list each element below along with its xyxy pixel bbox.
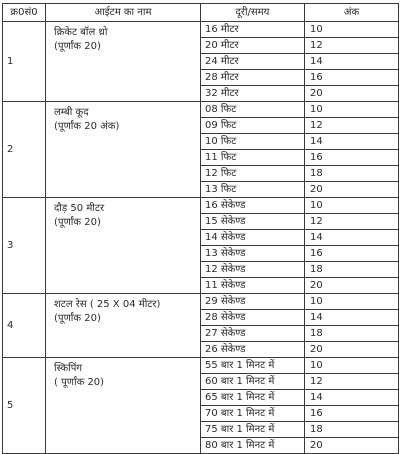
marks-cell: 12 bbox=[305, 374, 399, 390]
item-name-line: लम्बी कूद bbox=[54, 107, 89, 118]
marks-table-document bbox=[2, 3, 398, 451]
distance-time-cell: 12 सेकेण्ड bbox=[201, 262, 305, 278]
marks-cell: 14 bbox=[305, 310, 399, 326]
item-name-line: ( पूर्णांक 20) bbox=[54, 377, 105, 388]
marks-cell: 14 bbox=[305, 54, 399, 70]
serial-number-cell: 4 bbox=[3, 294, 46, 358]
distance-time-cell: 27 सेकेण्ड bbox=[201, 326, 305, 342]
distance-time-cell: 24 मीटर bbox=[201, 54, 305, 70]
marks-cell: 16 bbox=[305, 150, 399, 166]
table-row bbox=[3, 22, 399, 38]
distance-time-cell: 13 फिट bbox=[201, 182, 305, 198]
marks-cell: 10 bbox=[305, 358, 399, 374]
marks-cell: 20 bbox=[305, 278, 399, 294]
item-name-line: स्किपिंग bbox=[54, 363, 83, 374]
item-name-cell bbox=[46, 358, 201, 454]
distance-time-cell: 60 बार 1 मिनट में bbox=[201, 374, 305, 390]
distance-time-cell: 26 सेकेण्ड bbox=[201, 342, 305, 358]
marks-cell: 10 bbox=[305, 198, 399, 214]
item-name-line: (पूर्णांक 20) bbox=[54, 41, 101, 52]
table-body bbox=[3, 22, 399, 454]
item-name-line: क्रिकेट बॉल थ्रो bbox=[54, 27, 108, 38]
marks-cell: 20 bbox=[305, 342, 399, 358]
marks-cell: 20 bbox=[305, 438, 399, 454]
table-row bbox=[3, 294, 399, 310]
header-row bbox=[3, 4, 399, 22]
item-name-cell bbox=[46, 22, 201, 102]
distance-time-cell: 28 सेकेण्ड bbox=[201, 310, 305, 326]
serial-number-cell: 2 bbox=[3, 102, 46, 198]
distance-time-cell: 09 फिट bbox=[201, 118, 305, 134]
header-item-name: आईटम का नाम bbox=[46, 4, 201, 22]
header-distance-time: दूरी/समय bbox=[201, 4, 305, 22]
item-name-line: दौड़ 50 मीटर bbox=[54, 203, 105, 214]
marks-table bbox=[2, 3, 399, 454]
item-name-cell bbox=[46, 294, 201, 358]
distance-time-cell: 70 बार 1 मिनट में bbox=[201, 406, 305, 422]
table-row bbox=[3, 102, 399, 118]
marks-cell: 18 bbox=[305, 262, 399, 278]
marks-cell: 12 bbox=[305, 118, 399, 134]
marks-cell: 14 bbox=[305, 230, 399, 246]
item-name-line: शटल रेस ( 25 X 04 मीटर) bbox=[54, 299, 161, 310]
distance-time-cell: 16 मीटर bbox=[201, 22, 305, 38]
distance-time-cell: 32 मीटर bbox=[201, 86, 305, 102]
header-marks: अंक bbox=[305, 4, 399, 22]
marks-cell: 20 bbox=[305, 182, 399, 198]
marks-cell: 14 bbox=[305, 390, 399, 406]
distance-time-cell: 65 बार 1 मिनट में bbox=[201, 390, 305, 406]
marks-cell: 16 bbox=[305, 246, 399, 262]
distance-time-cell: 80 बार 1 मिनट में bbox=[201, 438, 305, 454]
marks-cell: 18 bbox=[305, 422, 399, 438]
marks-cell: 10 bbox=[305, 294, 399, 310]
distance-time-cell: 16 सेकेण्ड bbox=[201, 198, 305, 214]
item-name-cell bbox=[46, 102, 201, 198]
distance-time-cell: 55 बार 1 मिनट में bbox=[201, 358, 305, 374]
item-name-line: (पूर्णांक 20 अंक) bbox=[54, 121, 120, 132]
distance-time-cell: 20 मीटर bbox=[201, 38, 305, 54]
serial-number-cell: 3 bbox=[3, 198, 46, 294]
distance-time-cell: 14 सेकेण्ड bbox=[201, 230, 305, 246]
distance-time-cell: 10 फिट bbox=[201, 134, 305, 150]
item-name-cell bbox=[46, 198, 201, 294]
marks-cell: 16 bbox=[305, 70, 399, 86]
distance-time-cell: 13 सेकेण्ड bbox=[201, 246, 305, 262]
serial-number-cell: 1 bbox=[3, 22, 46, 102]
distance-time-cell: 11 फिट bbox=[201, 150, 305, 166]
marks-cell: 10 bbox=[305, 22, 399, 38]
marks-cell: 12 bbox=[305, 38, 399, 54]
table-row bbox=[3, 358, 399, 374]
serial-number-cell: 5 bbox=[3, 358, 46, 454]
marks-cell: 16 bbox=[305, 406, 399, 422]
distance-time-cell: 11 सेकेण्ड bbox=[201, 278, 305, 294]
distance-time-cell: 75 बार 1 मिनट में bbox=[201, 422, 305, 438]
marks-cell: 10 bbox=[305, 102, 399, 118]
marks-cell: 18 bbox=[305, 166, 399, 182]
header-serial-number: क्र0सं0 bbox=[3, 4, 46, 22]
item-name-line: (पूर्णांक 20) bbox=[54, 313, 101, 324]
distance-time-cell: 12 फिट bbox=[201, 166, 305, 182]
distance-time-cell: 29 सेकेण्ड bbox=[201, 294, 305, 310]
marks-cell: 12 bbox=[305, 214, 399, 230]
marks-cell: 14 bbox=[305, 134, 399, 150]
item-name-line: (पूर्णांक 20) bbox=[54, 217, 101, 228]
marks-cell: 18 bbox=[305, 326, 399, 342]
distance-time-cell: 28 मीटर bbox=[201, 70, 305, 86]
distance-time-cell: 15 सेकेण्ड bbox=[201, 214, 305, 230]
distance-time-cell: 08 फिट bbox=[201, 102, 305, 118]
table-row bbox=[3, 198, 399, 214]
marks-cell: 20 bbox=[305, 86, 399, 102]
